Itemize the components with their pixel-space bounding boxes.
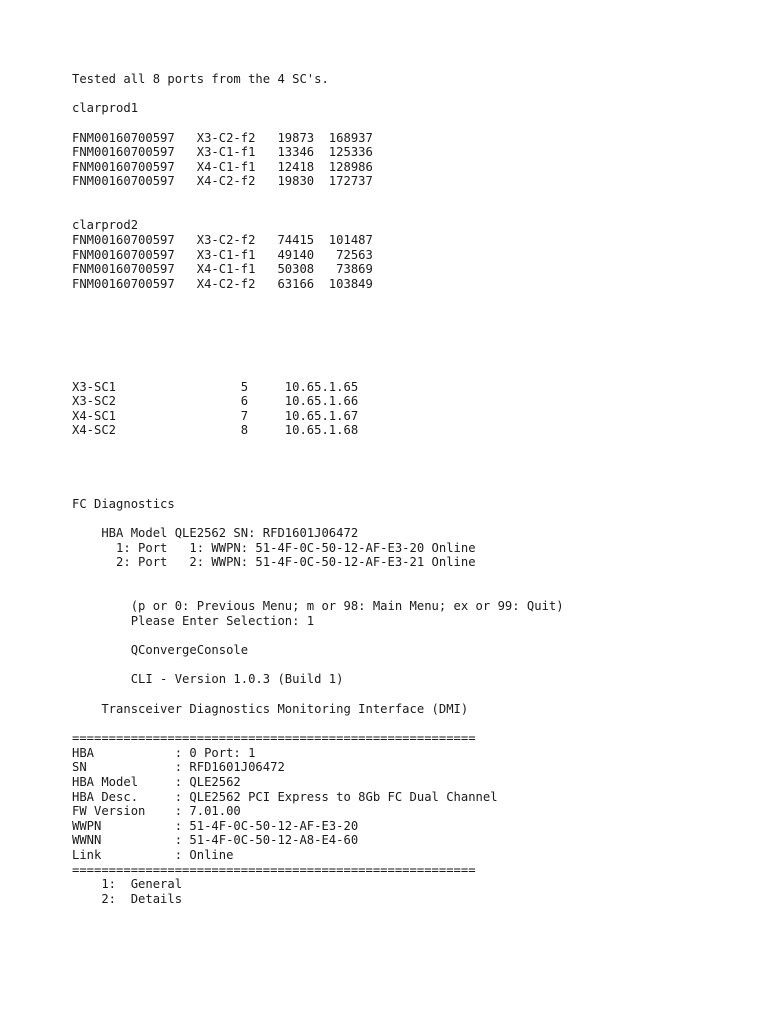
table-row: FNM00160700597 X4-C2-f2 19830 172737 [72, 174, 373, 189]
table-row: FNM00160700597 X3-C1-f1 49140 72563 [72, 247, 373, 262]
table-row: FNM00160700597 X3-C2-f2 19873 168937 [72, 130, 373, 145]
table-row: FNM00160700597 X4-C1-f1 12418 128986 [72, 159, 373, 174]
cli-version: CLI - Version 1.0.3 (Build 1) [72, 672, 344, 687]
sc-ip-table [72, 380, 752, 439]
menu-option: 2: Details [72, 891, 183, 906]
section-title: clarprod1 [72, 101, 139, 116]
hba-model-line: HBA Model QLE2562 SN: RFD1601J06472 [72, 525, 359, 540]
detail-row: SN : RFD1601J06472 [72, 760, 285, 775]
table-row: FNM00160700597 X4-C2-f2 63166 103849 [72, 276, 373, 291]
clarprod2-section [72, 218, 752, 291]
table-row: X4-SC2 8 10.65.1.68 [72, 423, 359, 438]
table-row: FNM00160700597 X4-C1-f1 50308 73869 [72, 262, 373, 277]
menu-hint: (p or 0: Previous Menu; m or 98: Main Menu; ex or 99: Quit) [72, 599, 564, 614]
intro-text: Tested all 8 ports from the 4 SC's. [72, 72, 329, 86]
console-name: QConvergeConsole [72, 643, 249, 658]
detail-row: HBA Desc. : QLE2562 PCI Express to 8Gb FC Dual Channel [72, 789, 498, 804]
table-row: X3-SC1 5 10.65.1.65 [72, 379, 359, 394]
section-title: FC Diagnostics [72, 496, 175, 511]
selection-prompt: Please Enter Selection: 1 [72, 613, 315, 628]
detail-row: FW Version : 7.01.00 [72, 804, 241, 819]
clarprod1-section [72, 101, 752, 189]
port-line: 1: Port 1: WWPN: 51-4F-0C-50-12-AF-E3-20 Online [72, 540, 476, 555]
detail-row: HBA : 0 Port: 1 [72, 745, 256, 760]
table-row: FNM00160700597 X3-C1-f1 13346 125336 [72, 145, 373, 160]
separator-top: ======================================================= [72, 730, 476, 745]
detail-row: WWNN : 51-4F-0C-50-12-A8-E4-60 [72, 833, 359, 848]
menu-option: 1: General [72, 877, 183, 892]
dmi-title: Transceiver Diagnostics Monitoring Interface (DMI) [72, 701, 469, 716]
detail-row: HBA Model : QLE2562 [72, 774, 241, 789]
document-page [72, 72, 752, 907]
section-title: clarprod2 [72, 218, 139, 233]
table-row: X3-SC2 6 10.65.1.66 [72, 394, 359, 409]
detail-row: Link : Online [72, 848, 234, 863]
table-row: X4-SC1 7 10.65.1.67 [72, 408, 359, 423]
detail-row: WWPN : 51-4F-0C-50-12-AF-E3-20 [72, 818, 359, 833]
fc-diagnostics-section [72, 497, 752, 907]
port-line: 2: Port 2: WWPN: 51-4F-0C-50-12-AF-E3-21 Online [72, 555, 476, 570]
separator-bottom: ======================================================= [72, 862, 476, 877]
table-row: FNM00160700597 X3-C2-f2 74415 101487 [72, 233, 373, 248]
